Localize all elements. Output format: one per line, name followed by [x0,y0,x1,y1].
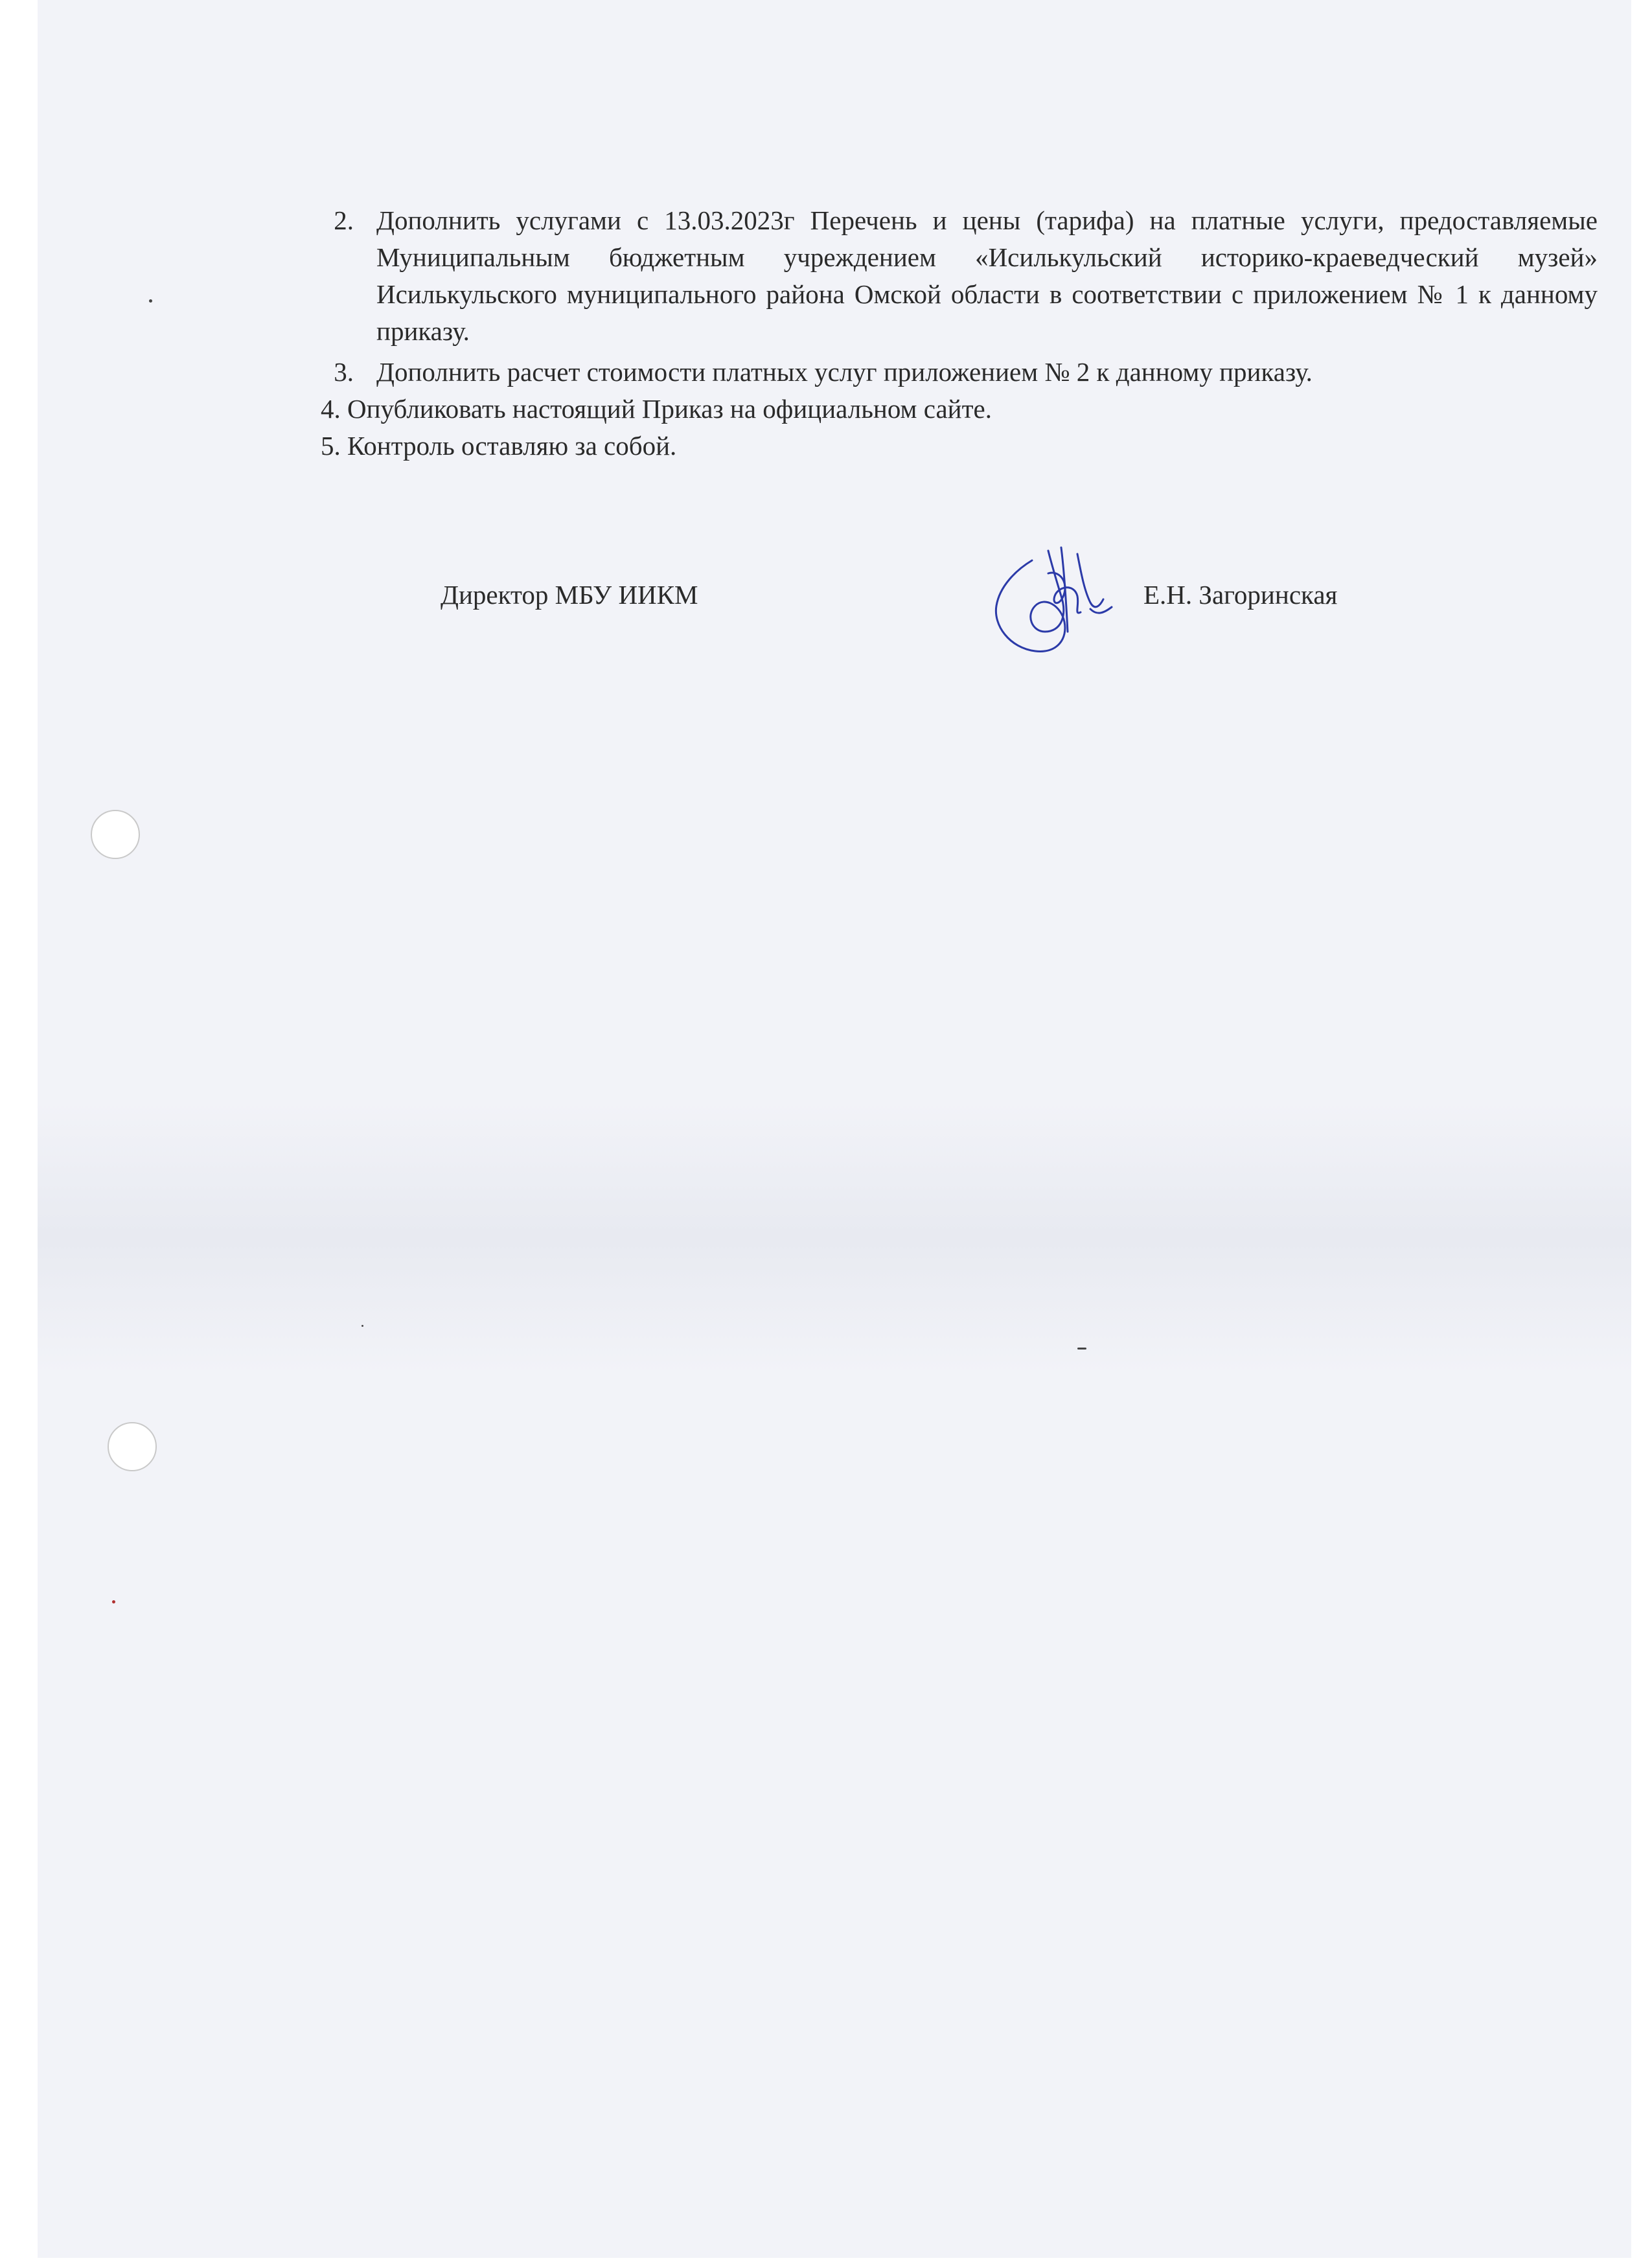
list-item-4: 4. Опубликовать настоящий Приказ на официальном сайте. [321,394,992,424]
list-item-number: 3. [334,357,354,387]
list-item-text: Дополнить расчет стоимости платных услуг приложением № 2 к данному приказу. [376,357,1313,387]
signatory-role: Директор МБУ ИИКМ [441,580,698,610]
handwritten-signature [970,534,1119,664]
document-page [38,0,1631,2258]
punch-hole [108,1422,157,1471]
scan-speck [149,299,152,303]
scan-speck [1077,1348,1086,1350]
list-item-3 [312,354,1598,391]
list-item-text: Дополнить услугами с 13.03.2023г Перечень и цены (тарифа) на платные услуги, предоставляемые Муниципальным бюджетным учреждением «Исилькульский историко-краеведческий музей» Исилькульского муниципального района Омской области в соответствии с приложением № 1 к данному приказу. [376,205,1598,346]
document-body [38,0,1631,2258]
list-item-number: 2. [334,205,354,235]
list-item-2 [312,202,1598,350]
punch-hole [91,810,140,859]
scan-speck [361,1325,363,1327]
list-item-5: 5. Контроль оставляю за собой. [321,431,677,461]
signatory-name: Е.Н. Загоринская [1143,580,1338,610]
scan-speck [112,1600,115,1603]
